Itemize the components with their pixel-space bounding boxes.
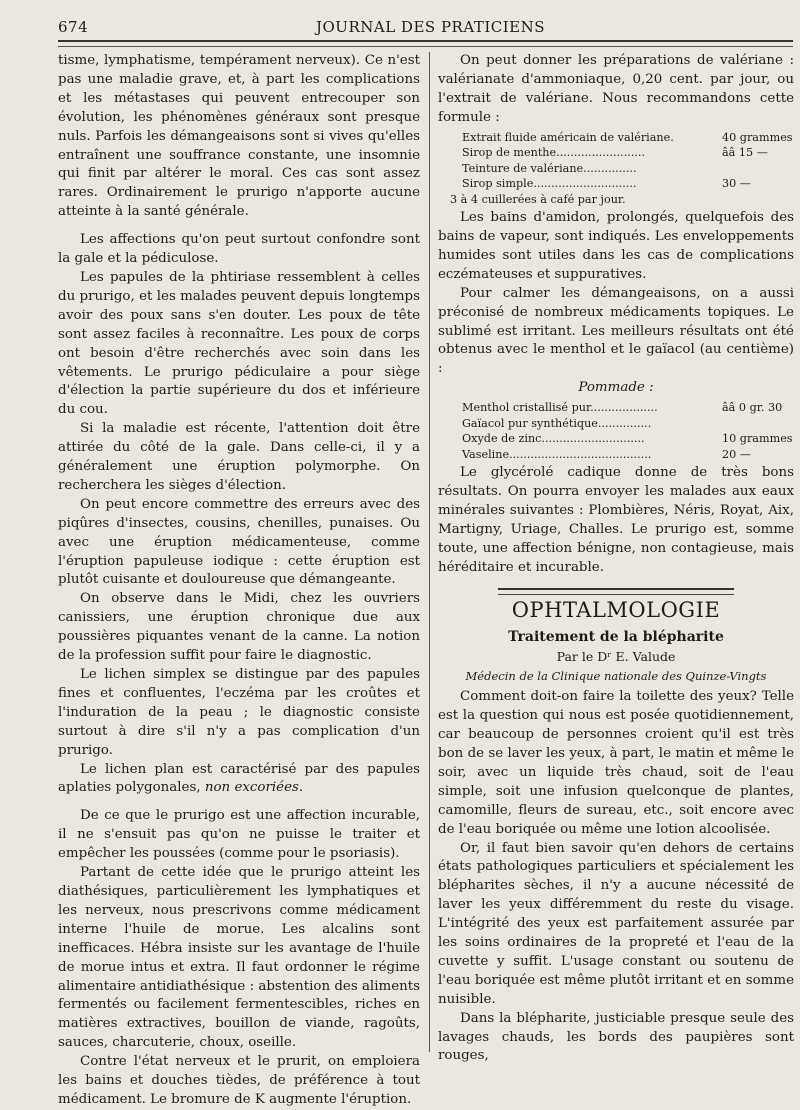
prescription-line: Gaïacol pur synthétique............... — [462, 416, 652, 430]
paragraph: Les affections qu'on peut surtout confondre sont la gale et la pédiculose. — [58, 232, 420, 267]
left-column — [58, 52, 420, 1107]
author-byline: Par le Dʳ E. Valude — [556, 649, 676, 665]
paragraph: Contre l'état nerveux et le prurit, on emploiera les bains et douches tièdes, de préférence à tout médicament. Le bromure de K augmente l'éruption. — [58, 1054, 420, 1107]
prescription-line: Oxyde de zinc............................. 10 grammes — [462, 432, 793, 446]
prescription-line: Vaseline........................................ 20 — — [462, 447, 751, 461]
paragraph: Comment doit-on faire la toilette des yeux? Telle est la question qui nous est posée quotidiennement, car beaucoup de personnes croient qu'il est très bon de se laver les yeux, à part, le matin et même le soir, avec un liquide très chaud, soit de l'eau simple, soit une infusion quelconque de plantes, camomille, fleurs de sureau, etc., soit encore avec de l'eau boriquée ou même une lotion alcoolisée. — [438, 689, 794, 837]
prescription-pommade — [462, 400, 794, 462]
paragraph: Le lichen simplex se distingue par des papules fines et confluentes, l'eczéma par les croûtes et l'induration de la peau ; le diagnostic consiste surtout à dire s'il n'y a pas complication d'un prurigo. — [58, 667, 420, 758]
paragraph: Si la maladie est récente, l'attention doit être attirée du côté de la gale. Dans celle-ci, il y a généralement une éruption polymorphe. On recherchera les sièges d'élection. — [58, 421, 420, 493]
paragraph: Partant de cette idée que le prurigo atteint les diathésiques, particulièrement les lymphatiques et les nerveux, nous prescrivons comme médicament interne l'huile de morue. Les alcalins sont inefficaces. Hébra insiste sur les avantage de l'huile de morue intus et extra. Il faut ordonner le régime alimentaire antidiathésique : abstention des aliments fermentés ou facilement fermentescibles, riches en matières extractives, bouillon de viande, ragoûts, sauces, charcuterie, choux, oseille. — [58, 865, 420, 1051]
paragraph: Les bains d'amidon, prolongés, quelquefois des bains de vapeur, sont indiqués. Les enveloppements humides sont utiles dans les cas de complications eczémateuses et suppuratives. — [438, 210, 794, 282]
paragraph: On peut donner les préparations de valériane : valérianate d'ammoniaque, 0,20 cent. par jour, ou l'extrait de valériane. Nous recommandons cette formule : — [438, 53, 794, 125]
paragraph: Dans la blépharite, justiciable presque seule des lavages chauds, les bords des paupières sont rouges, — [438, 1010, 794, 1064]
paragraph: Le glycérolé cadique donne de très bons résultats. On pourra envoyer les malades aux eaux minérales suivantes : Plombières, Néris, Royat, Aix, Martigny, Uriage, Challes. Le prurigo est, somme toute, une affection bénigne, non contagieuse, mais héréditaire et incurable. — [438, 465, 794, 575]
prescription-valeriane — [450, 130, 794, 208]
paragraph: De ce que le prurigo est une affection incurable, il ne s'ensuit pas qu'on ne puisse le traiter et empêcher les poussées (comme pour le psoriasis). — [58, 808, 420, 862]
page-number: 674 — [58, 18, 89, 36]
right-column — [438, 52, 794, 1064]
prescription-line: Sirop de menthe......................... ââ 15 — — [462, 146, 768, 160]
paragraph-lichen-plan — [58, 761, 420, 799]
header-rule — [58, 40, 793, 47]
section-header — [438, 588, 794, 620]
paragraph: On peut encore commettre des erreurs avec des piqûres d'insectes, cousins, chenilles, punaises. Ou avec une éruption médicamenteuse, comme l'éruption papuleuse iodique : cette éruption est plutôt cuisante et douloureuse que démangeante. — [58, 496, 420, 588]
italic-term: non excoriées. — [204, 780, 304, 796]
journal-title: JOURNAL DES PRATICIENS — [316, 18, 546, 36]
prescription-line: Menthol cristallisé pur................... ââ 0 gr. 30 — [462, 401, 783, 415]
paragraph-text: Le lichen plan est caractérisé par des papules aplaties polygonales, — [58, 761, 420, 796]
prescription-line: Teinture de valériane............... — [462, 161, 637, 175]
paragraph: Pour calmer les démangeaisons, on a aussi préconisé de nombreux médicaments topiques. Le sublimé est irritant. Les meilleurs résultats ont été obtenus avec le menthol et le gaïacol (au centième) : — [438, 285, 794, 377]
paragraph: tisme, lymphatisme, tempérament nerveux). Ce n'est pas une maladie grave, et, à part les complications et les métastases qui peuvent entrecouper son évolution, les phénomènes généraux sont presque nuls. Parfois les démangeaisons sont si vives qu'elles entraînent une souffrance constante, une insomnie qui finit par altérer le moral. Ces cas sont assez rares. Ordinairement le prurigo n'apporte aucune atteinte à la santé générale. — [58, 53, 420, 220]
prescription-line: Extrait fluide américain de valériane. 40 grammes — [462, 130, 793, 144]
section-title: OPHTALMOLOGIE — [511, 597, 721, 622]
paragraph: On observe dans le Midi, chez les ouvriers canissiers, une éruption chronique due aux poussières piquantes venant de la canne. La notion de la profession suffit pour faire le diagnostic. — [58, 591, 420, 664]
paragraph: Les papules de la phtiriase ressemblent à celles du prurigo, et les malades peuvent depuis longtemps avoir des poux sans s'en douter. Les poux de tête sont assez faciles à reconnaître. Les poux de corps ont besoin d'être recherchés avec soin dans les vêtements. Le prurigo pédiculaire a pour siège d'élection la partie supérieure du dos et inférieure du cou. — [58, 269, 420, 418]
pommade-heading: Pommade : — [578, 380, 654, 396]
section-rule — [498, 588, 734, 595]
paragraph: Or, il faut bien savoir qu'en dehors de certains états pathologiques particuliers et spécialement les blépharites sèches, il n'y a aucune nécessité de laver les yeux différemment du reste du visage. L'intégrité des yeux est parfaitement assurée par les soins ordinaires de la propreté et l'eau de la cuvette y suffit. L'usage constant ou soutenu de l'eau boriquée est même plutôt irritant et en somme nuisible. — [438, 840, 794, 1007]
dosage-note: 3 à 4 cuillerées à café par jour. — [450, 192, 626, 206]
author-affiliation: Médecin de la Clinique nationale des Quinze-Vingts — [465, 669, 767, 684]
running-header — [58, 14, 793, 40]
article-title: Traitement de la blépharite — [508, 628, 724, 645]
prescription-line: Sirop simple............................. 30 — — [462, 177, 751, 191]
column-divider — [429, 52, 430, 1052]
